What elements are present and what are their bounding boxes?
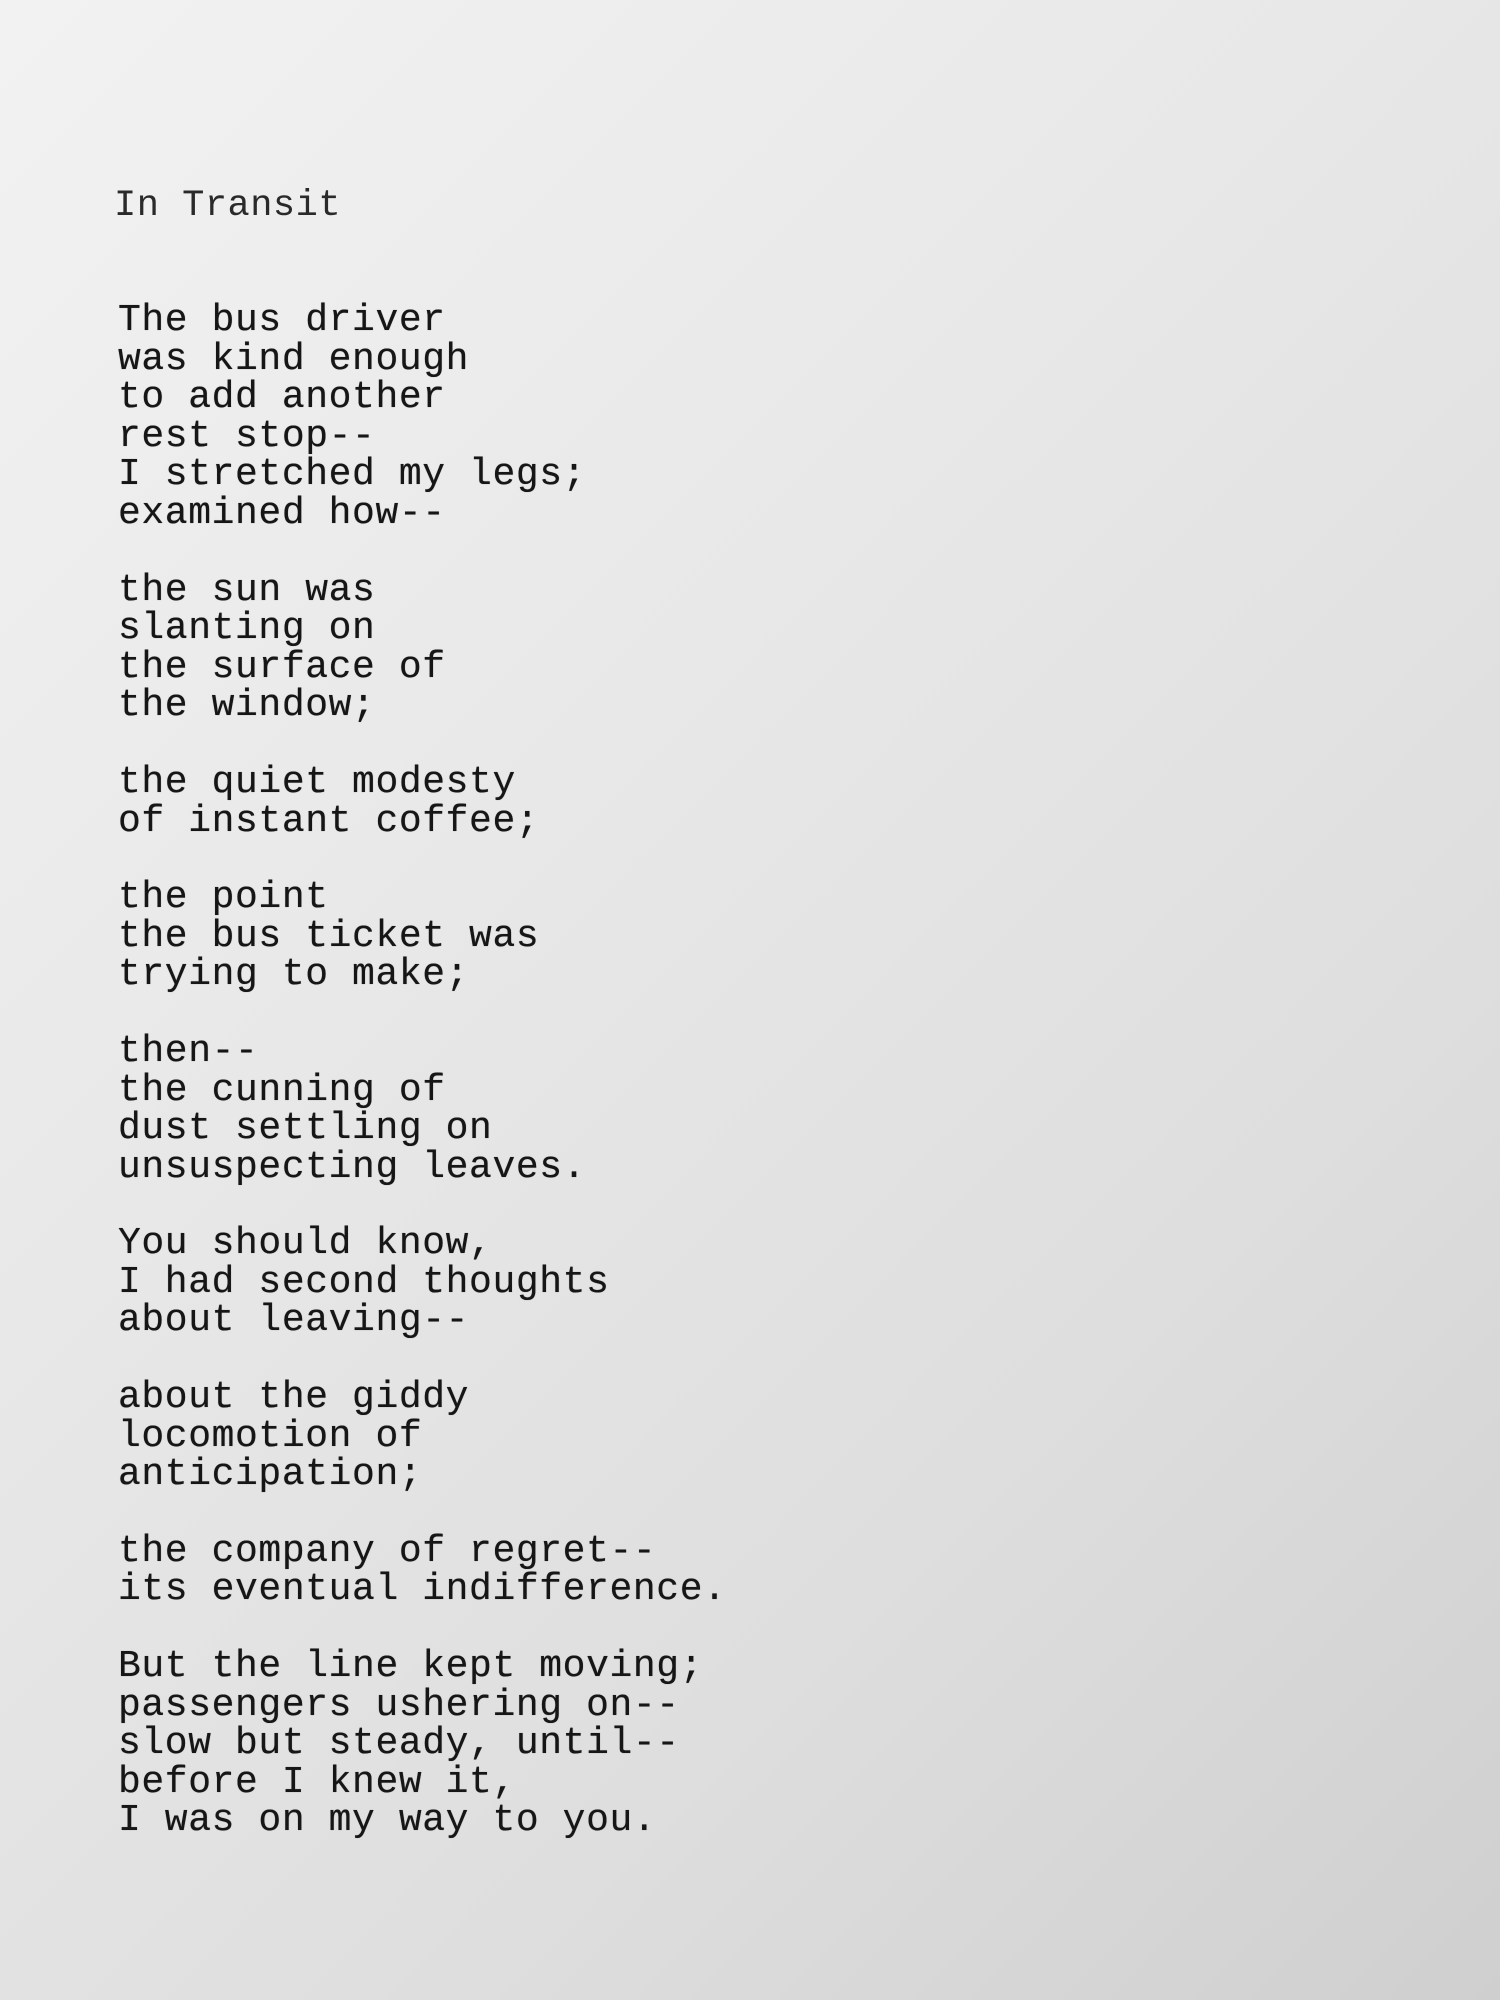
poem-line: the company of regret-- — [118, 1529, 657, 1573]
poem-line: examined how-- — [118, 491, 446, 535]
poem-line: the bus ticket was — [118, 914, 540, 958]
poem-line: the window; — [118, 684, 376, 728]
poem-line: anticipation; — [118, 1453, 423, 1497]
stanza-7 — [118, 1376, 1318, 1497]
poem-line: the sun was — [118, 568, 376, 612]
poem-line: then-- — [118, 1029, 259, 1073]
poem-line: I had second thoughts — [118, 1260, 610, 1304]
poem-line: of instant coffee; — [118, 799, 540, 843]
poem-line: the cunning of — [118, 1068, 446, 1112]
poem-line: was kind enough — [118, 337, 470, 381]
poem-line: about the giddy — [118, 1376, 470, 1420]
stanza-5 — [118, 1029, 1318, 1189]
poem-line: unsuspecting leaves. — [118, 1145, 587, 1189]
stanza-6 — [118, 1222, 1318, 1343]
poem-line: the surface of — [118, 645, 446, 689]
stanza-4 — [118, 876, 1318, 997]
poem-line: slow but steady, until-- — [118, 1722, 680, 1766]
poem-line: about leaving-- — [118, 1299, 470, 1343]
poem-line: before I knew it, — [118, 1760, 516, 1804]
poem-line: You should know, — [118, 1222, 493, 1266]
poem-line: passengers ushering on-- — [118, 1683, 680, 1727]
stanza-3 — [118, 760, 1318, 843]
poem-line: The bus driver — [118, 299, 446, 342]
poem-line: the quiet modesty — [118, 760, 516, 804]
poem-title: In Transit — [114, 185, 342, 227]
poem-line: the point — [118, 876, 329, 920]
poem-line: to add another — [118, 376, 446, 420]
stanza-9 — [118, 1645, 1318, 1843]
poem-line: dust settling on — [118, 1107, 493, 1151]
poem-line: I stretched my legs; — [118, 453, 587, 497]
poem-line: its eventual indifference. — [118, 1568, 727, 1612]
stanza-2 — [118, 568, 1318, 728]
stanza-8 — [118, 1529, 1318, 1612]
poem-line: rest stop-- — [118, 414, 376, 458]
stanza-1 — [118, 299, 1318, 535]
poem-line: I was on my way to you. — [118, 1799, 657, 1843]
poem-line: trying to make; — [118, 953, 470, 997]
poem-body — [118, 299, 1318, 1879]
poem-line: slanting on — [118, 607, 376, 651]
poem-line: But the line kept moving; — [118, 1645, 704, 1689]
poem-line: locomotion of — [118, 1414, 423, 1458]
